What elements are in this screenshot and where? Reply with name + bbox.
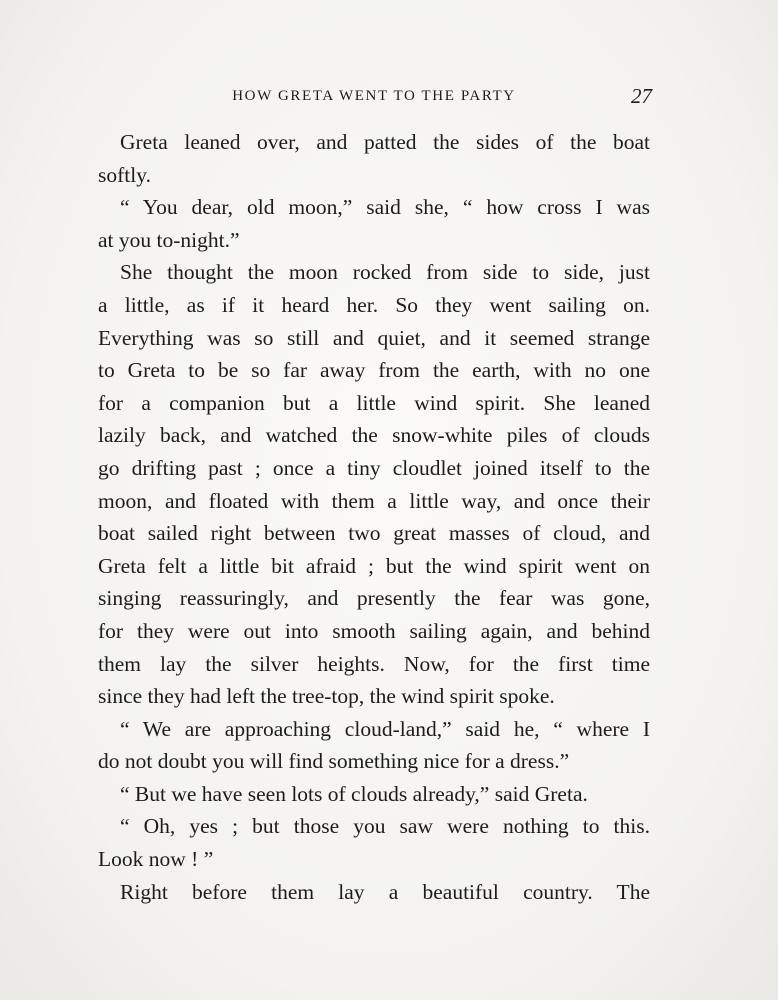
text-line: to Greta to be so far away from the earth, with no one xyxy=(98,358,650,383)
text-line: softly. xyxy=(98,162,151,187)
text-line: moon, and floated with them a little way, and once their xyxy=(98,488,650,513)
body-text xyxy=(98,126,650,908)
text-line: since they had left the tree-top, the wind spirit spoke. xyxy=(98,684,555,709)
text-line: for they were out into smooth sailing again, and behind xyxy=(98,618,650,643)
text-line: She thought the moon rocked from side to side, just xyxy=(120,260,650,285)
text-line: singing reassuringly, and presently the fear was gone, xyxy=(98,586,650,611)
text-line: them lay the silver heights. Now, for the first time xyxy=(98,651,650,676)
text-line: at you to-night.” xyxy=(98,227,240,252)
text-line: “ Oh, yes ; but those you saw were nothing to this. xyxy=(120,814,650,839)
text-line: go drifting past ; once a tiny cloudlet joined itself to the xyxy=(98,455,650,480)
text-line: boat sailed right between two great masses of cloud, and xyxy=(98,521,650,546)
text-line: do not doubt you will find something nice for a dress.” xyxy=(98,749,570,774)
text-line: Greta felt a little bit afraid ; but the wind spirit went on xyxy=(98,553,650,578)
text-line: Greta leaned over, and patted the sides of the boat xyxy=(120,130,650,154)
text-line: Right before them lay a beautiful country. The xyxy=(120,879,650,904)
text-line: a little, as if it heard her. So they went sailing on. xyxy=(98,292,650,317)
text-line: “ You dear, old moon,” said she, “ how cross I was xyxy=(120,195,650,220)
page-number: 27 xyxy=(631,84,652,108)
text-line: Everything was so still and quiet, and it seemed strange xyxy=(98,325,650,350)
text-line: Look now ! ” xyxy=(98,847,214,872)
text-line: “ But we have seen lots of clouds already,” said Greta. xyxy=(120,781,588,806)
running-head xyxy=(98,86,650,110)
text-line: lazily back, and watched the snow-white piles of clouds xyxy=(98,423,650,448)
running-title: HOW GRETA WENT TO THE PARTY xyxy=(232,88,516,104)
text-line: for a companion but a little wind spirit. She leaned xyxy=(98,390,650,415)
text-line: “ We are approaching cloud-land,” said he, “ where I xyxy=(120,716,650,741)
